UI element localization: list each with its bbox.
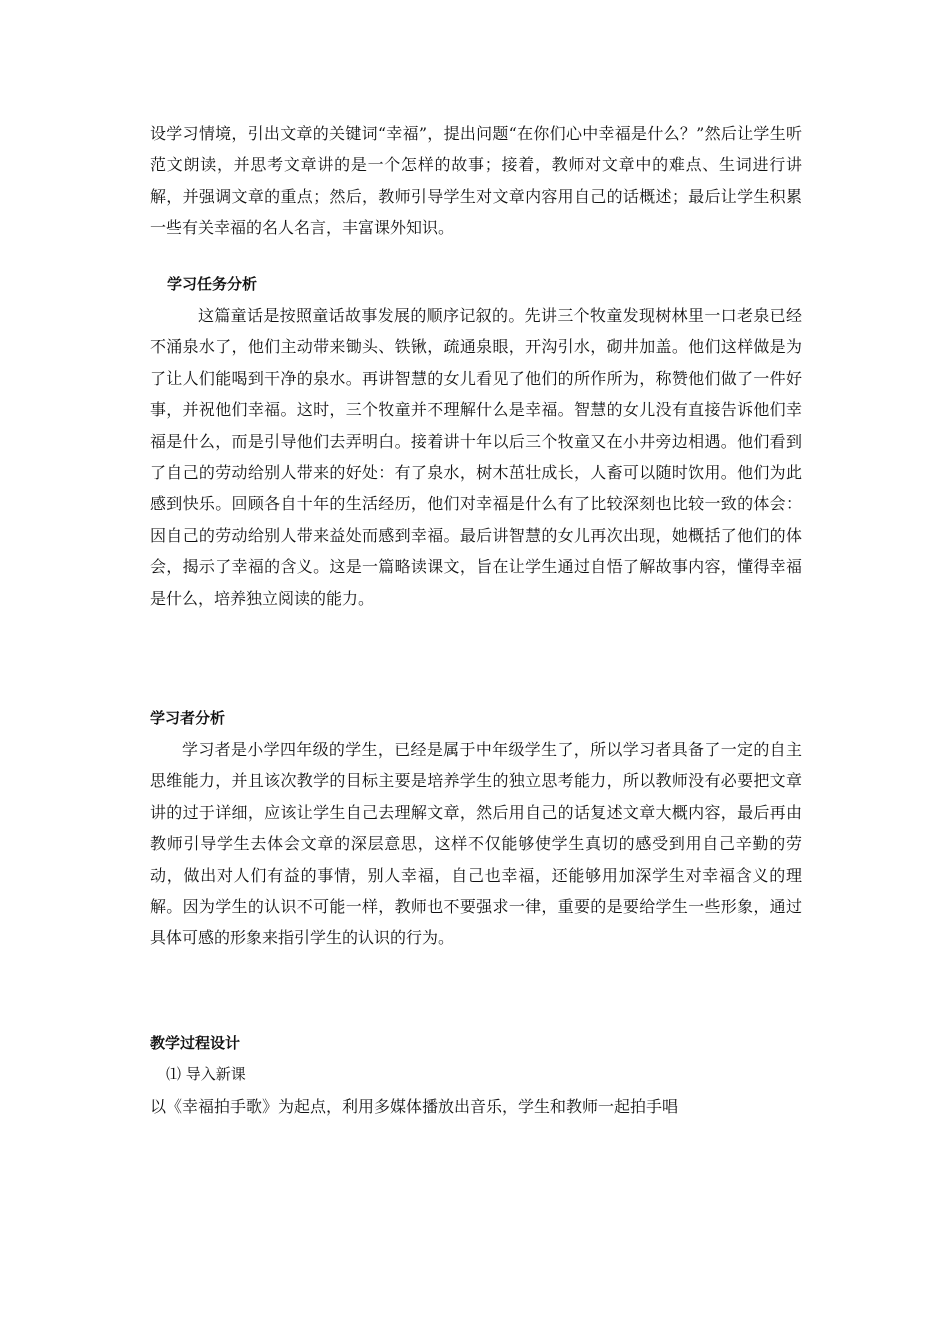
task-analysis-heading: 学习任务分析	[167, 275, 258, 293]
learner-analysis-heading: 学习者分析	[150, 709, 226, 727]
intro-paragraph: 设学习情境，引出文章的关键词“幸福”，提出问题“在你们心中幸福是什么？”然后让学生听范文朗读，并思考文章讲的是一个怎样的故事；接着，教师对文章中的难点、生词进行讲解，并强调文章的重点；然后，教师引导学生对文章内容用自己的话概述；最后让学生积累一些有关幸福的名人名言，丰富课外知识。	[150, 124, 802, 238]
task-analysis-paragraph: 这篇童话是按照童话故事发展的顺序记叙的。先讲三个牧童发现树林里一口老泉已经不涌泉水了，他们主动带来锄头、铁锹，疏通泉眼，开沟引水，砌井加盖。他们这样做是为了让人们能喝到干净的泉水。再讲智慧的女儿看见了他们的所作所为，称赞他们做了一件好事，并祝他们幸福。这时，三个牧童并不理解什么是幸福。智慧的女儿没有直接告诉他们幸福是什么，而是引导他们去弄明白。接着讲十年以后三个牧童又在小井旁边相遇。他们看到了自己的劳动给别人带来的好处：有了泉水，树木茁壮成长，人畜可以随时饮用。他们为此感到快乐。回顾各自十年的生活经历，他们对幸福是什么有了比较深刻也比较一致的体会：因自己的劳动给别人带来益处而感到幸福。最后讲智慧的女儿再次出现，她概括了他们的体会，揭示了幸福的含义。这是一篇略读课文，旨在让学生通过自悟了解故事内容，懂得幸福是什么，培养独立阅读的能力。	[150, 306, 802, 608]
learner-analysis-paragraph: 学习者是小学四年级的学生，已经是属于中年级学生了，所以学习者具备了一定的自主思维能力，并且该次教学的目标主要是培养学生的独立思考能力，所以教师没有必要把文章讲的过于详细，应该让学生自己去理解文章，然后用自己的话复述文章大概内容，最后再由教师引导学生去体会文章的深层意思，这样不仅能够使学生真切的感受到用自己辛勤的劳动，做出对人们有益的事情，别人幸福，自己也幸福，还能够用加深学生对幸福含义的理解。因为学生的认识不可能一样，教师也不要强求一律，重要的是要给学生一些形象，通过具体可感的形象来指引学生的认识的行为。	[150, 740, 802, 948]
step-import-label: ⑴ 导入新课	[166, 1065, 246, 1083]
process-design-heading: 教学过程设计	[150, 1034, 241, 1052]
step-import-text: 以《幸福拍手歌》为起点，利用多媒体播放出音乐，学生和教师一起拍手唱	[150, 1097, 679, 1116]
